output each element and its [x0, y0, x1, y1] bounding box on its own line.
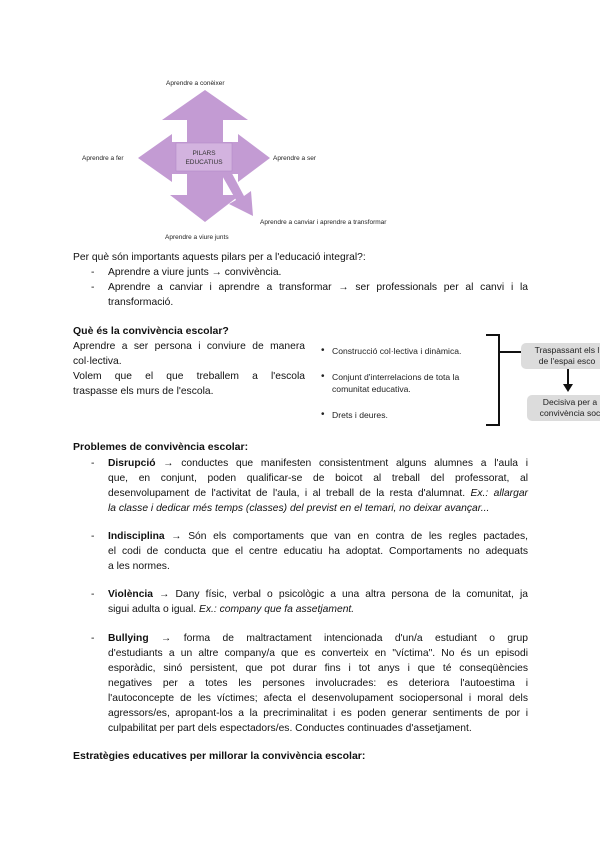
problem-example-line: la classe i dedicar més temps (classes) del previst en el temari, no deixar avançar... [108, 503, 490, 514]
problem-line: d'estudiants a un altre company/a que es converteix en "víctima". No és un episodi [108, 648, 528, 659]
dash-marker: - [91, 458, 95, 469]
problem-example: Ex.: allargar [470, 488, 528, 499]
dash-marker: - [91, 267, 95, 278]
problem-line [108, 456, 528, 471]
decisiva-box-line1: Decisiva per a [542, 397, 598, 407]
problem-text: → Dany físic, verbal o psicològic a una altra persona de la comunitat, ja [153, 589, 528, 600]
dash-marker: - [91, 633, 95, 644]
pillars-center-line2: EDUCATIUS [185, 159, 223, 166]
dash-marker: - [91, 282, 95, 293]
dash-marker: - [91, 589, 95, 600]
pillars-item-text-line1: Aprendre a canviar i aprendre a transformar → ser professionals per al canvi i la [108, 282, 528, 293]
bullet-text-line2: comunitat educativa. [332, 384, 411, 394]
convivencia-para1-line2: col·lectiva. [73, 356, 122, 367]
pillar-top-label: Aprendre a conèixer [166, 80, 225, 87]
problem-text: → Són els comportaments que van en contra de les regles pactades, [164, 531, 528, 542]
problem-line: culpabilitat per part dels espectadors/es. Conductes continuades d'assetjament. [108, 723, 472, 734]
pillar-bottom-label: Aprendre a viure junts [165, 234, 229, 241]
problem-text: sigui adulta o igual. [108, 604, 200, 615]
traspassant-box [521, 343, 600, 369]
problemes-heading: Problemes de convivència escolar: [73, 441, 249, 453]
convivencia-para2-line1: Volem que el que treballem a l'escola [73, 371, 305, 382]
bullet-dot: • [321, 371, 325, 382]
pillars-item-text: Aprendre a viure junts → convivència. [108, 267, 282, 278]
traspassant-box-line1: Traspassant els l [534, 345, 600, 355]
problem-term: Violència [108, 589, 154, 600]
convivencia-para2-line2: traspasse els murs de l'escola. [73, 386, 214, 397]
problem-line: esporàdic, sinó persistent, que pot durar fins i tot anys i que té conseqüències [108, 663, 528, 674]
problem-line: l'autoconcepte de les víctimes; afecta el desenvolupament sociopersonal i moral dels [108, 693, 528, 704]
decisiva-box-line2: convivència soc [539, 408, 600, 418]
dash-marker: - [91, 531, 95, 542]
problem-term: Indisciplina [108, 531, 165, 542]
problem-line [108, 587, 528, 602]
problem-line [108, 602, 528, 617]
bullet-dot: • [321, 409, 325, 420]
problem-line [108, 631, 528, 646]
problem-line [108, 486, 528, 501]
problem-line [108, 529, 528, 544]
pillar-left-label: Aprendre a fer [82, 155, 124, 162]
bullet-text-line1: Conjunt d'interrelacions de tota la [332, 372, 460, 382]
problem-text: → forma de maltractament intencionada d'un/a estudiant o grup [148, 633, 528, 644]
problem-term: Disrupció [108, 458, 156, 469]
pillar-right-label: Aprendre a ser [273, 155, 316, 162]
pillars-center-line1: PILARS [192, 150, 216, 157]
convivencia-para1-line1: Aprendre a ser persona i conviure de manera [73, 341, 305, 352]
decisiva-box [527, 395, 600, 421]
bullet-dot: • [321, 345, 325, 356]
pillar-bottom-right-label: Aprendre a canviar i aprendre a transformar [260, 219, 387, 226]
estrategies-heading: Estratègies educatives per millorar la convivència escolar: [73, 750, 366, 762]
convivencia-heading: Què és la convivència escolar? [73, 325, 229, 337]
problem-line: negatives per a totes les persones involucrades: es deteriora l'autoestima i [108, 678, 528, 689]
pillars-center-box [176, 143, 232, 171]
pillars-item-text-line2: transformació. [108, 297, 174, 308]
problem-term: Bullying [108, 633, 149, 644]
problem-text: desenvolupament de l'activitat de l'aula, i al treball de la resta d'alumnat. [108, 488, 471, 499]
problem-line: que, en conjunt, poden qualificar-se de boicot al treball del professorat, al [108, 473, 528, 484]
pillars-question: Per què són importants aquests pilars per a l'educació integral?: [73, 252, 366, 263]
problem-line: agressors/es, apropant-los a la precriminalitat i es poden generar sentiments de por i [108, 708, 528, 719]
problem-example: Ex.: company que fa assetjament. [199, 604, 355, 615]
bullet-text: Construcció col·lectiva i dinàmica. [332, 346, 462, 356]
problem-line: a les normes. [108, 561, 170, 572]
problem-text: → conductes que manifesten consistentment alguns alumnes a l'aula i [155, 458, 528, 469]
bullet-text: Drets i deures. [332, 410, 388, 420]
traspassant-box-line2: de l'espai esco [538, 356, 596, 366]
problem-line: el codi de conducta que el centre educatiu ha adoptat. Comportaments no adequats [108, 546, 528, 557]
pillars-diagram [120, 82, 290, 242]
